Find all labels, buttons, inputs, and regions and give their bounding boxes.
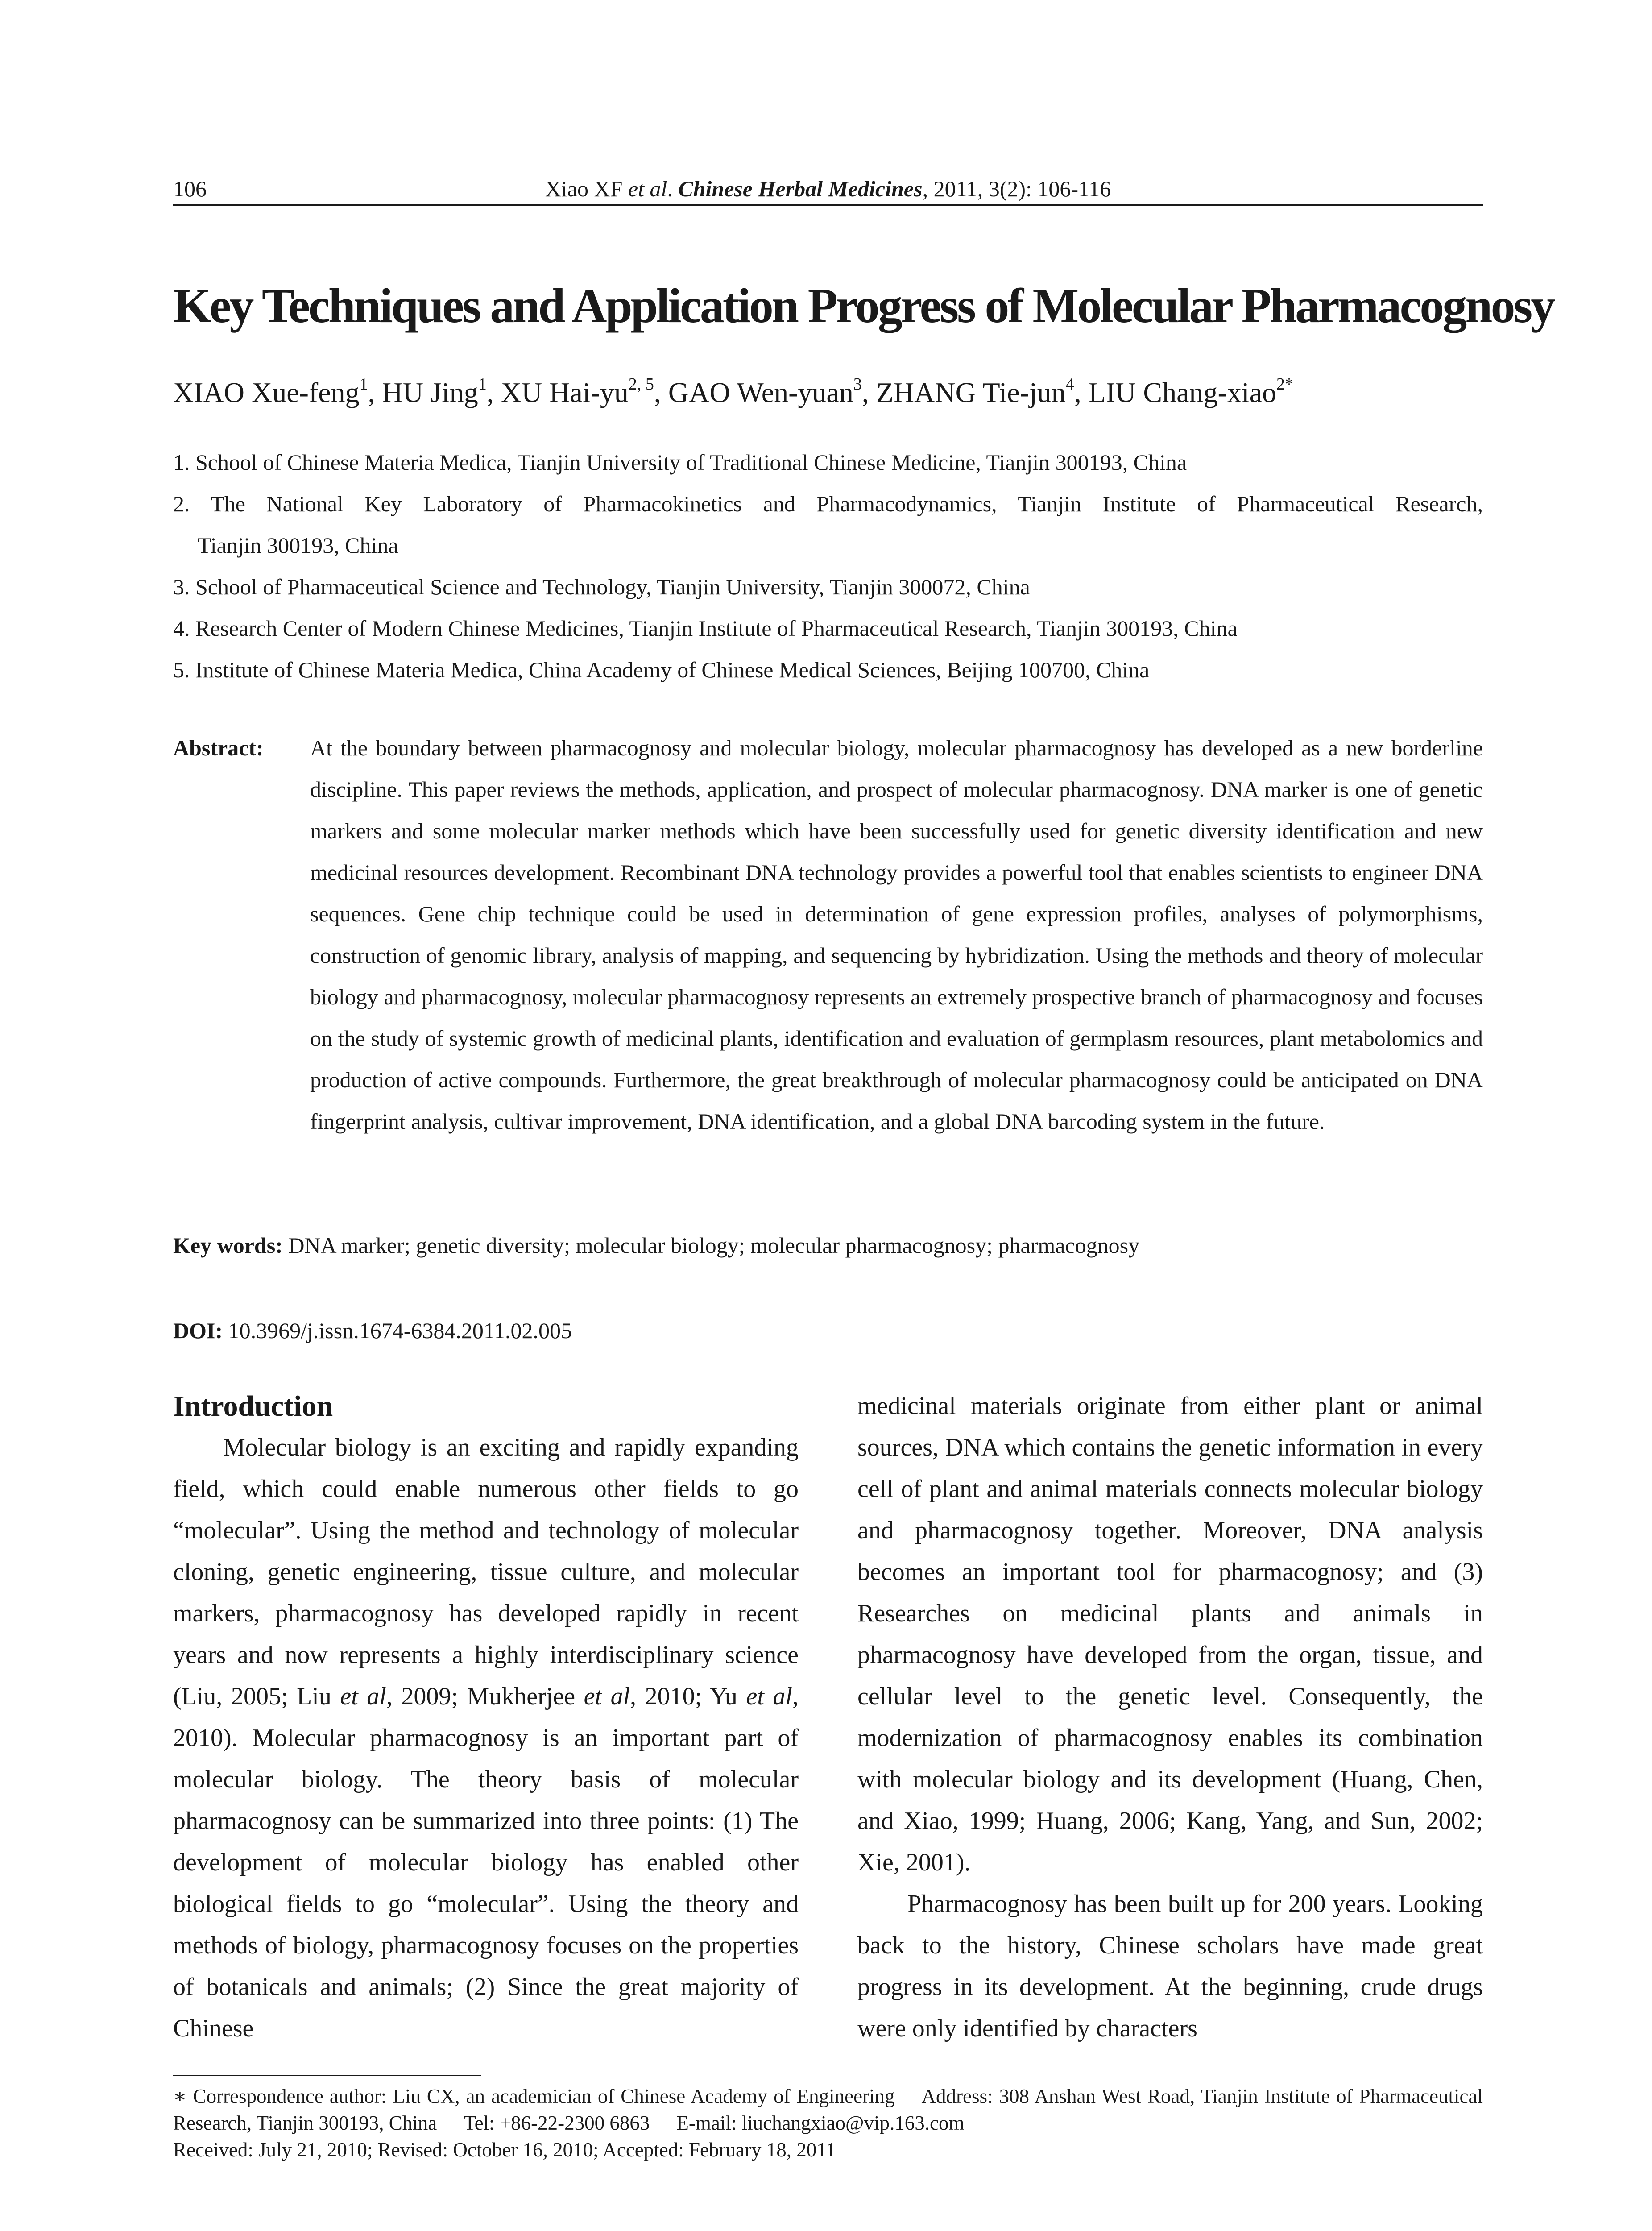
affiliation-5: 5. Institute of Chinese Materia Medica, China Academy of Chinese Medical Sciences, Beijing 100700, China xyxy=(173,657,1150,682)
author-name: XU Hai-yu xyxy=(501,377,629,408)
correspondence-note xyxy=(173,2083,1483,2136)
citation-etal: et al xyxy=(628,176,667,201)
author xyxy=(876,377,1089,408)
author-sep: , xyxy=(368,377,382,408)
doi xyxy=(173,1310,1483,1352)
author-affil-sup: 4 xyxy=(1065,375,1074,394)
affiliation-1: 1. School of Chinese Materia Medica, Tianjin University of Traditional Chinese Medicine, Tianjin 300193, China xyxy=(173,450,1187,475)
paragraph-text: , 2010). Molecular pharmacognosy is an important part of molecular biology. The theory basis of molecular pharmacognosy can be summarized into three points: (1) The development of molecular biology has enabled other biological fields to go “molecular”. Using the theory and methods of biology, pharmacognosy focuses on the properties of botanicals and animals; (2) Since the great majority of Chinese xyxy=(173,1683,799,2042)
author-affil-sup: 2, 5 xyxy=(628,375,654,394)
author xyxy=(382,377,501,408)
citation-volume: , 2011, 3(2): 106-116 xyxy=(922,176,1111,201)
doi-text: 10.3969/j.issn.1674-6384.2011.02.005 xyxy=(223,1318,572,1343)
doi-label: DOI: xyxy=(173,1318,223,1343)
journal-citation xyxy=(173,173,1483,204)
abstract xyxy=(173,727,1483,1142)
paragraph-text: , 2010; Yu xyxy=(630,1683,746,1710)
author-name: ZHANG Tie-jun xyxy=(876,377,1066,408)
received-dates: Received: July 21, 2010; Revised: October 16, 2010; Accepted: February 18, 2011 xyxy=(173,2139,836,2161)
keywords-label: Key words: xyxy=(173,1233,283,1258)
author-sep: , xyxy=(654,377,668,408)
author-name: LIU Chang-xiao xyxy=(1088,377,1276,408)
author-affil-sup: 3 xyxy=(853,375,862,394)
author xyxy=(668,377,876,408)
citation-dot: . xyxy=(667,176,679,201)
body-column-left xyxy=(173,1385,799,2049)
author xyxy=(1089,377,1293,408)
author-affil-sup: 2* xyxy=(1276,375,1293,394)
body-paragraph: medicinal materials originate from either plant or animal sources, DNA which contains the genetic information in every cell of plant and animal materials connects molecular biology and pharmacognosy together. Moreover, DNA analysis becomes an important tool for pharmacognosy; and (3) Researches on medicinal plants and animals in pharmacognosy have developed from the organ, tissue, and cellular level to the genetic level. Consequently, the modernization of pharmacognosy enables its combination with molecular biology and its development (Huang, Chen, and Xiao, 1999; Huang, 2006; Kang, Yang, and Sun, 2002; Xie, 2001). xyxy=(857,1392,1483,1876)
abstract-label: Abstract: xyxy=(173,735,264,760)
keywords xyxy=(173,1225,1483,1266)
correspondence-tel: Tel: +86-22-2300 6863 xyxy=(464,2112,650,2134)
keywords-text: DNA marker; genetic diversity; molecular biology; molecular pharmacognosy; pharmacognosy xyxy=(282,1233,1140,1258)
affiliation-4: 4. Research Center of Modern Chinese Medicines, Tianjin Institute of Pharmaceutical Research, Tianjin 300193, China xyxy=(173,616,1238,641)
page-number: 106 xyxy=(173,176,207,201)
affiliation-2-line-2: Tianjin 300193, China xyxy=(198,533,398,558)
correspondence-author: ∗ Correspondence author: Liu CX, an academician of Chinese Academy of Engineering xyxy=(173,2085,895,2107)
abstract-text: At the boundary between pharmacognosy and molecular biology, molecular pharmacognosy has developed as a new borderline discipline. This paper reviews the methods, application, and prospect of molecular pharmacognosy. DNA marker is one of genetic markers and some molecular marker methods which have been successfully used for genetic diversity identification and new medicinal resources development. Recombinant DNA technology provides a powerful tool that enables scientists to engineer DNA sequences. Gene chip technique could be used in determination of gene expression profiles, analyses of polymorphisms, construction of genomic library, analysis of mapping, and sequencing by hybridization. Using the methods and theory of molecular biology and pharmacognosy, molecular pharmacognosy represents an extremely prospective branch of pharmacognosy and focuses on the study of systemic growth of medicinal plants, identification and evaluation of germplasm resources, plant metabolomics and production of active compounds. Furthermore, the great breakthrough of molecular pharmacognosy could be anticipated on DNA fingerprint analysis, cultivar improvement, DNA identification, and a global DNA barcoding system in the future. xyxy=(310,735,1483,1134)
correspondence-address: Address: 308 Anshan West Road, Tianjin Institute of Pharmaceutical Research, Tianjin 300193, China xyxy=(173,2085,1483,2134)
author-sep: , xyxy=(486,377,501,408)
article-title: Key Techniques and Application Progress of Molecular Pharmacognosy xyxy=(173,278,1554,333)
footnotes xyxy=(173,2083,1483,2163)
author-name: HU Jing xyxy=(382,377,478,408)
correspondence-email: E-mail: liuchangxiao@vip.163.com xyxy=(676,2112,965,2134)
et-al: et al xyxy=(340,1683,386,1710)
author-name: GAO Wen-yuan xyxy=(668,377,853,408)
author-sep: , xyxy=(861,377,876,408)
author-sep: , xyxy=(1074,377,1089,408)
citation-authors: Xiao XF xyxy=(545,176,623,201)
affiliation-2 xyxy=(173,483,1483,525)
author-affil-sup: 1 xyxy=(359,375,368,394)
et-al: et al xyxy=(746,1683,792,1710)
affiliation-list xyxy=(173,442,1483,691)
section-heading-introduction: Introduction xyxy=(173,1390,333,1422)
body-paragraph xyxy=(173,1427,799,2049)
body-column-right xyxy=(857,1385,1483,2049)
affiliation-2-continued xyxy=(173,525,1483,566)
body-paragraph: Pharmacognosy has been built up for 200 years. Looking back to the history, Chinese scholars have made great progress in its development. At the beginning, crude drugs were only identified by characters xyxy=(857,1890,1483,2042)
footnote-rule xyxy=(173,2075,481,2076)
author-affil-sup: 1 xyxy=(478,375,487,394)
paragraph-text: Molecular biology is an exciting and rapidly expanding field, which could enable numerous other fields to go “molecular”. Using the method and technology of molecular cloning, genetic engineering, tissue culture, and molecular markers, pharmacognosy has developed rapidly in recent years and now represents a highly interdisciplinary science (Liu, 2005; Liu xyxy=(173,1434,799,1710)
paragraph-text: , 2009; Mukherjee xyxy=(386,1683,584,1710)
running-header xyxy=(173,173,1483,206)
affiliation-3: 3. School of Pharmaceutical Science and Technology, Tianjin University, Tianjin 300072, China xyxy=(173,574,1030,599)
author xyxy=(501,377,668,408)
author xyxy=(173,377,382,408)
author-list xyxy=(173,370,1483,415)
journal-name: Chinese Herbal Medicines xyxy=(678,176,923,201)
et-al: et al xyxy=(584,1683,630,1710)
author-name: XIAO Xue-feng xyxy=(173,377,360,408)
affiliation-2-line-1: 2. The National Key Laboratory of Pharmacokinetics and Pharmacodynamics, Tianjin Institute of Pharmaceutical Research, xyxy=(173,491,1483,516)
